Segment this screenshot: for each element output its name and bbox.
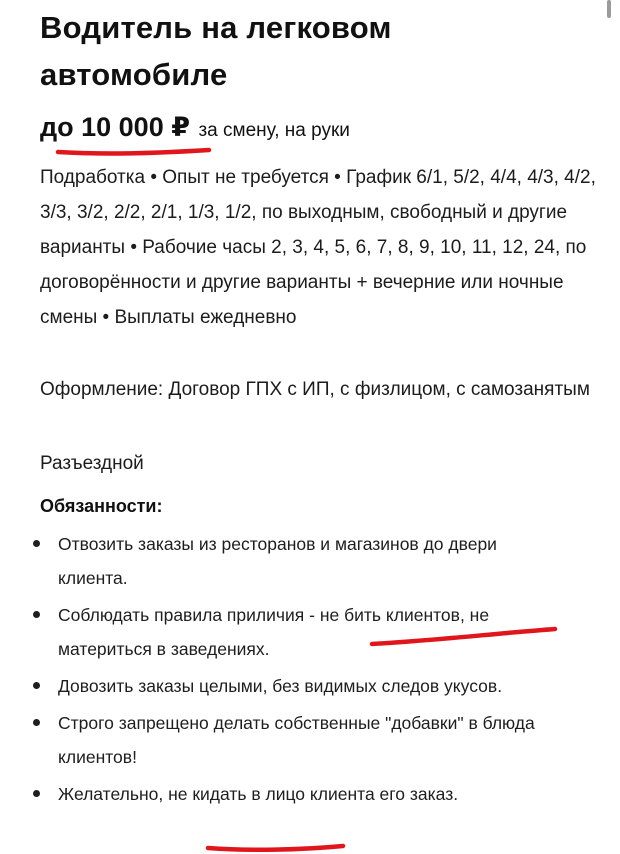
salary-amount: до 10 000 ₽ [40, 112, 191, 142]
duty-text: Отвозить заказы из ресторанов и магазинов до двери клиента. [58, 534, 497, 588]
job-travel-type: Разъездной [40, 453, 144, 474]
job-meta: Подработка • Опыт не требуется • График 6/1, 5/2, 4/4, 4/3, 4/2, 3/3, 3/2, 2/2, 2/1, 1/3, 1/2, по выходным, свободный и другие варианты • Рабочие часы 2, 3, 4, 5, 6, 7, 8, 9, 10, 11, 12, 24, по договорённости и другие варианты + вечерние или ночные смены • Выплаты ежедневно [40, 167, 596, 328]
salary-note: за смену, на руки [198, 120, 350, 141]
duties-heading: Обязанности: [40, 496, 163, 516]
bullet-icon [33, 611, 40, 618]
duty-underline-stroke-2 [208, 846, 343, 850]
duties-list [0, 527, 620, 814]
scrollbar-thumb[interactable] [607, 0, 611, 18]
list-item [0, 706, 558, 774]
salary-underline-stroke [58, 150, 209, 153]
duty-text: Желательно, не кидать в лицо клиента его заказ. [58, 784, 459, 804]
bullet-icon [33, 682, 40, 689]
duty-text: Довозить заказы целыми, без видимых следов укусов. [58, 676, 503, 696]
salary-row [40, 112, 350, 143]
list-item [0, 777, 558, 811]
duty-text: Строго запрещено делать собственные "добавки" в блюда клиентов! [58, 713, 535, 767]
list-item [0, 527, 558, 595]
bullet-icon [33, 719, 40, 726]
list-item [0, 598, 558, 666]
list-item [0, 669, 558, 703]
job-registration: Оформление: Договор ГПХ с ИП, с физлицом, с самозанятым [40, 379, 590, 400]
bullet-icon [33, 790, 40, 797]
duty-text: Соблюдать правила приличия - не бить клиентов, не материться в заведениях. [58, 605, 490, 659]
bullet-icon [33, 540, 40, 547]
job-title: Водитель на легковом автомобиле [40, 10, 392, 92]
